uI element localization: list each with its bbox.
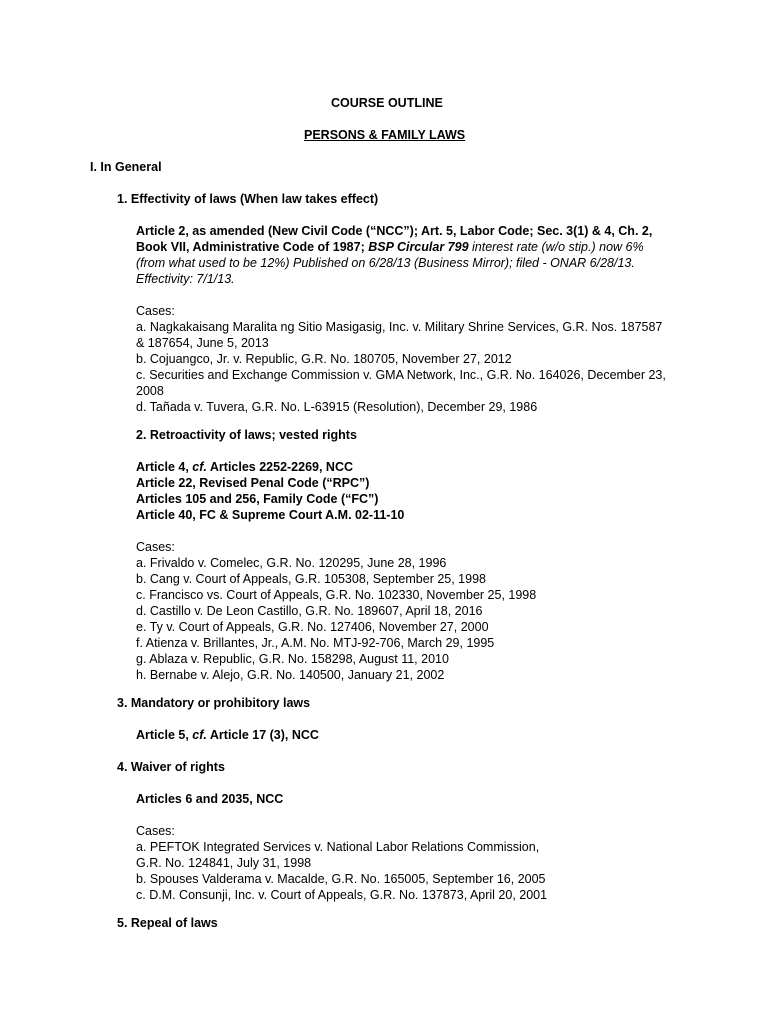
case-line: 2008 bbox=[136, 384, 164, 398]
case-line: b. Cojuangco, Jr. v. Republic, G.R. No. 180705, November 27, 2012 bbox=[136, 352, 512, 366]
case-line: e. Ty v. Court of Appeals, G.R. No. 127406, November 27, 2000 bbox=[136, 620, 489, 634]
cases-label: Cases: bbox=[136, 824, 175, 838]
topic-heading: 3. Mandatory or prohibitory laws bbox=[117, 696, 311, 710]
case-line: a. Nagkakaisang Maralita ng Sitio Masigasig, Inc. v. Military Shrine Services, G.R. Nos. 187587 bbox=[136, 320, 663, 334]
statute-line: Book VII, Administrative Code of 1987; BSP Circular 799 interest rate (w/o stip.) now 6% bbox=[136, 240, 644, 254]
document-subtitle: PERSONS & FAMILY LAWS bbox=[304, 128, 466, 142]
case-line: b. Spouses Valderama v. Macalde, G.R. No. 165005, September 16, 2005 bbox=[136, 872, 546, 886]
case-line: & 187654, June 5, 2013 bbox=[136, 336, 269, 350]
case-line: f. Atienza v. Brillantes, Jr., A.M. No. MTJ-92-706, March 29, 1995 bbox=[136, 636, 495, 650]
case-line: a. Frivaldo v. Comelec, G.R. No. 120295, June 28, 1996 bbox=[136, 556, 447, 570]
topic-heading: 4. Waiver of rights bbox=[117, 760, 225, 774]
topic-heading: 2. Retroactivity of laws; vested rights bbox=[136, 428, 357, 442]
statute-line: Article 40, FC & Supreme Court A.M. 02-11-10 bbox=[136, 508, 405, 522]
case-line: c. Securities and Exchange Commission v. GMA Network, Inc., G.R. No. 164026, December 23, bbox=[136, 368, 666, 382]
statute-line: Effectivity: 7/1/13. bbox=[136, 272, 235, 286]
cases-label: Cases: bbox=[136, 540, 175, 554]
statute-line: (from what used to be 12%) Published on 6/28/13 (Business Mirror); filed - ONAR 6/28/13. bbox=[136, 256, 635, 270]
case-line: d. Tañada v. Tuvera, G.R. No. L-63915 (Resolution), December 29, 1986 bbox=[136, 400, 538, 414]
case-line: G.R. No. 124841, July 31, 1998 bbox=[136, 856, 312, 870]
topic-heading: 5. Repeal of laws bbox=[117, 916, 218, 930]
case-line: c. Francisco vs. Court of Appeals, G.R. No. 102330, November 25, 1998 bbox=[136, 588, 537, 602]
section-heading: I. In General bbox=[90, 160, 162, 174]
cases-label: Cases: bbox=[136, 304, 175, 318]
case-line: c. D.M. Consunji, Inc. v. Court of Appeals, G.R. No. 137873, April 20, 2001 bbox=[136, 888, 548, 902]
statute-line: Article 22, Revised Penal Code (“RPC”) bbox=[136, 476, 370, 490]
case-line: a. PEFTOK Integrated Services v. National Labor Relations Commission, bbox=[136, 840, 540, 854]
statute-line: Article 5, cf. Article 17 (3), NCC bbox=[136, 728, 319, 742]
case-line: g. Ablaza v. Republic, G.R. No. 158298, August 11, 2010 bbox=[136, 652, 449, 666]
document-title: COURSE OUTLINE bbox=[331, 96, 443, 110]
statute-line: Articles 105 and 256, Family Code (“FC”) bbox=[136, 492, 379, 506]
statute-line: Article 2, as amended (New Civil Code (“NCC”); Art. 5, Labor Code; Sec. 3(1) & 4, Ch. 2, bbox=[136, 224, 653, 238]
statute-line: Articles 6 and 2035, NCC bbox=[136, 792, 284, 806]
topic-heading: 1. Effectivity of laws (When law takes effect) bbox=[117, 192, 379, 206]
case-line: d. Castillo v. De Leon Castillo, G.R. No. 189607, April 18, 2016 bbox=[136, 604, 483, 618]
case-line: b. Cang v. Court of Appeals, G.R. 105308, September 25, 1998 bbox=[136, 572, 486, 586]
case-line: h. Bernabe v. Alejo, G.R. No. 140500, January 21, 2002 bbox=[136, 668, 445, 682]
statute-line: Article 4, cf. Articles 2252-2269, NCC bbox=[136, 460, 354, 474]
